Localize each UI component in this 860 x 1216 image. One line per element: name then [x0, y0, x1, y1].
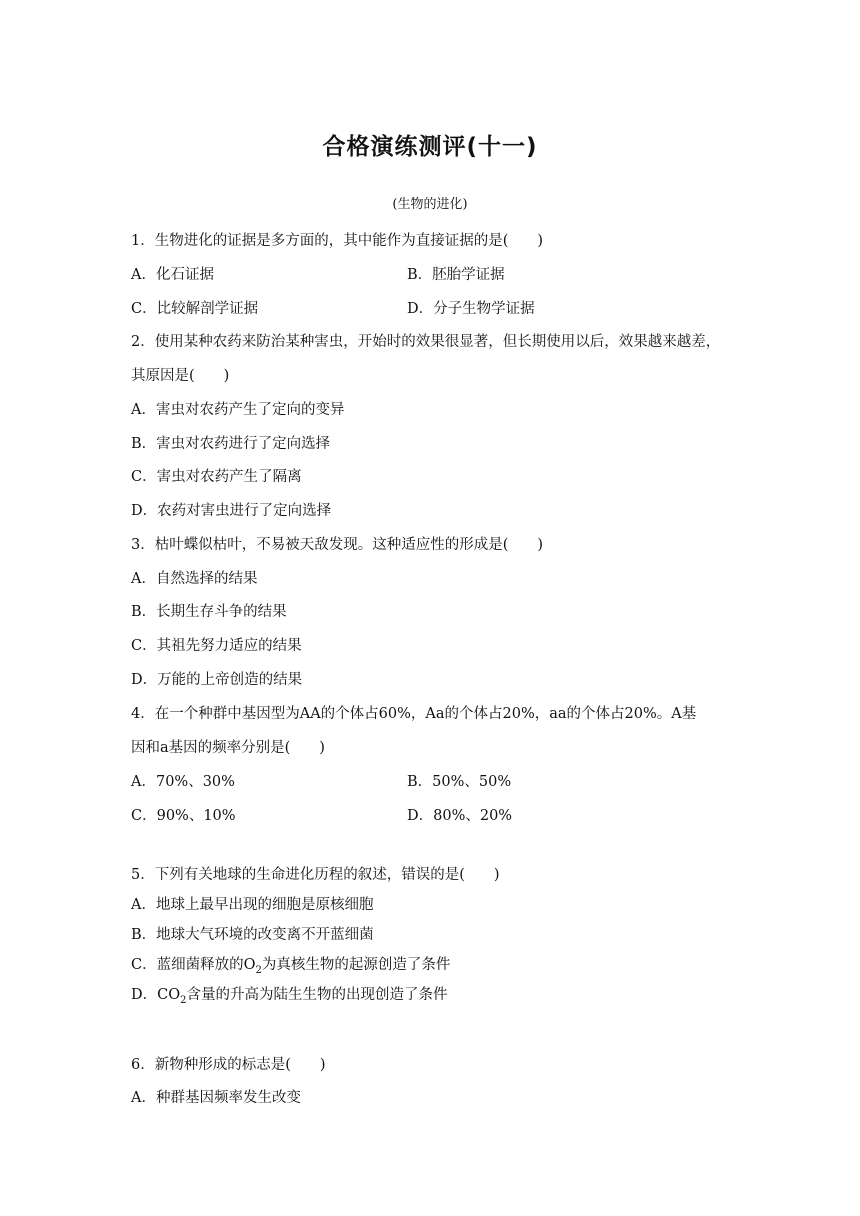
question-4-option-a: A．70%、30% [131, 774, 235, 790]
question-5-option-d [131, 983, 447, 1006]
question-1-option-b: B．胚胎学证据 [407, 267, 505, 283]
question-4-stem-line-2: 因和a基因的频率分别是( ) [131, 740, 325, 756]
question-1-stem: 1．生物进化的证据是多方面的，其中能作为直接证据的是( ) [131, 233, 544, 249]
question-3-option-c: C．其祖先努力适应的结果 [131, 638, 302, 654]
question-5-option-d-text: D．CO [131, 987, 181, 1003]
question-5-option-d-text-end: 含量的升高为陆生生物的出现创造了条件 [186, 987, 448, 1003]
page-subtitle: (生物的进化) [392, 197, 468, 212]
question-6-option-a: A．种群基因频率发生改变 [131, 1090, 301, 1106]
question-2-stem-line-2: 其原因是( ) [131, 368, 230, 384]
question-5-option-a: A．地球上最早出现的细胞是原核细胞 [131, 897, 374, 913]
question-4-option-b: B．50%、50% [407, 774, 512, 790]
question-6-stem: 6．新物种形成的标志是( ) [131, 1057, 326, 1073]
question-4-stem-line-1: 4．在一个种群中基因型为AA的个体占60%，Aa的个体占20%，aa的个体占20%。A基 [131, 706, 697, 722]
question-5-option-b: B．地球大气环境的改变离不开蓝细菌 [131, 927, 374, 943]
question-2-stem-line-1: 2．使用某种农药来防治某种害虫，开始时的效果很显著，但长期使用以后，效果越来越差， [131, 334, 721, 350]
subscript: 2 [255, 964, 262, 976]
question-2-option-b: B．害虫对农药进行了定向选择 [131, 436, 331, 452]
question-5-option-c [131, 953, 450, 976]
question-4-option-c: C．90%、10% [131, 808, 236, 824]
question-3-option-a: A．自然选择的结果 [131, 571, 258, 587]
question-2-option-a: A．害虫对农药产生了定向的变异 [131, 402, 345, 418]
question-5-stem: 5．下列有关地球的生命进化历程的叙述，错误的是( ) [131, 867, 500, 883]
question-5-option-c-text: C．蓝细菌释放的O [131, 957, 256, 973]
question-3-option-d: D．万能的上帝创造的结果 [131, 672, 303, 688]
question-2-option-d: D．农药对害虫进行了定向选择 [131, 503, 332, 519]
subscript: 2 [180, 994, 187, 1006]
question-2-option-c: C．害虫对农药产生了隔离 [131, 469, 302, 485]
question-4-option-d: D．80%、20% [407, 808, 513, 824]
question-3-stem: 3．枯叶蝶似枯叶，不易被天敌发现。这种适应性的形成是( ) [131, 537, 544, 553]
question-5-option-c-text-end: 为真核生物的起源创造了条件 [261, 957, 451, 973]
question-1-option-d: D．分子生物学证据 [407, 301, 535, 317]
question-3-option-b: B．长期生存斗争的结果 [131, 604, 287, 620]
question-1-option-a: A．化石证据 [131, 267, 214, 283]
page-title: 合格演练测评(十一) [322, 134, 538, 160]
question-1-option-c: C．比较解剖学证据 [131, 301, 259, 317]
